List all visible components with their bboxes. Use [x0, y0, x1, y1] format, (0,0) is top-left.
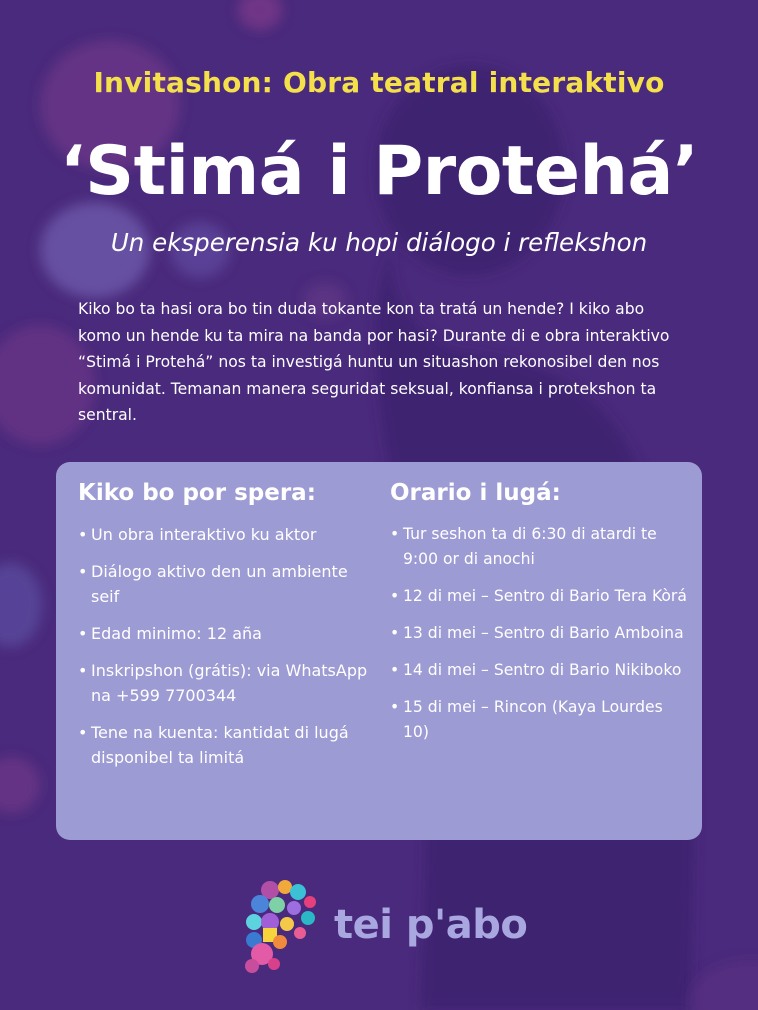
play-title: ‘Stimá i Protehá’	[59, 132, 699, 211]
play-subtitle: Un eksperensia ku hopi diálogo i reflekshon	[110, 228, 648, 257]
schedule-item: • 14 di mei – Sentro di Bario Nikiboko	[390, 658, 690, 683]
schedule-item: • Tur seshon ta di 6:30 di atardi te 9:00 or di anochi	[390, 522, 690, 572]
intro-paragraph: Kiko bo ta hasi ora bo tin duda tokante kon ta tratá un hende? I kiko abo komo un hende ku ta mira na banda por hasi? Durante di e obra interaktivo “Stimá i Protehá” nos ta investigá huntu un situashon rekonosibel den nos komunidat. Temanan manera seguridat seksual, konfiansa i protekshon ta sentral.	[78, 300, 670, 424]
head-bubbles-logo-icon	[240, 878, 326, 974]
invitation-kicker: Invitashon: Obra teatral interaktivo	[93, 66, 665, 99]
expect-item: • Edad minimo: 12 aña	[78, 621, 378, 646]
schedule-column	[390, 480, 690, 757]
expect-column	[78, 480, 378, 782]
schedule-heading: Orario i lugá:	[390, 480, 561, 506]
brand-name: tei p'abo	[334, 902, 528, 948]
expect-list	[78, 522, 378, 770]
expect-heading: Kiko bo por spera:	[78, 480, 316, 506]
expect-item: • Diálogo aktivo den un ambiente seif	[78, 559, 378, 609]
info-card	[56, 462, 702, 840]
schedule-list	[390, 522, 690, 745]
expect-item: • Tene na kuenta: kantidat di lugá disponibel ta limitá	[78, 720, 378, 770]
expect-item: • Inskripshon (grátis): via WhatsApp na +599 7700344	[78, 658, 378, 708]
brand-logo	[240, 878, 540, 974]
schedule-item: • 13 di mei – Sentro di Bario Amboina	[390, 621, 690, 646]
schedule-item: • 12 di mei – Sentro di Bario Tera Kòrá	[390, 584, 690, 609]
schedule-item: • 15 di mei – Rincon (Kaya Lourdes 10)	[390, 695, 690, 745]
expect-item: • Un obra interaktivo ku aktor	[78, 522, 378, 547]
